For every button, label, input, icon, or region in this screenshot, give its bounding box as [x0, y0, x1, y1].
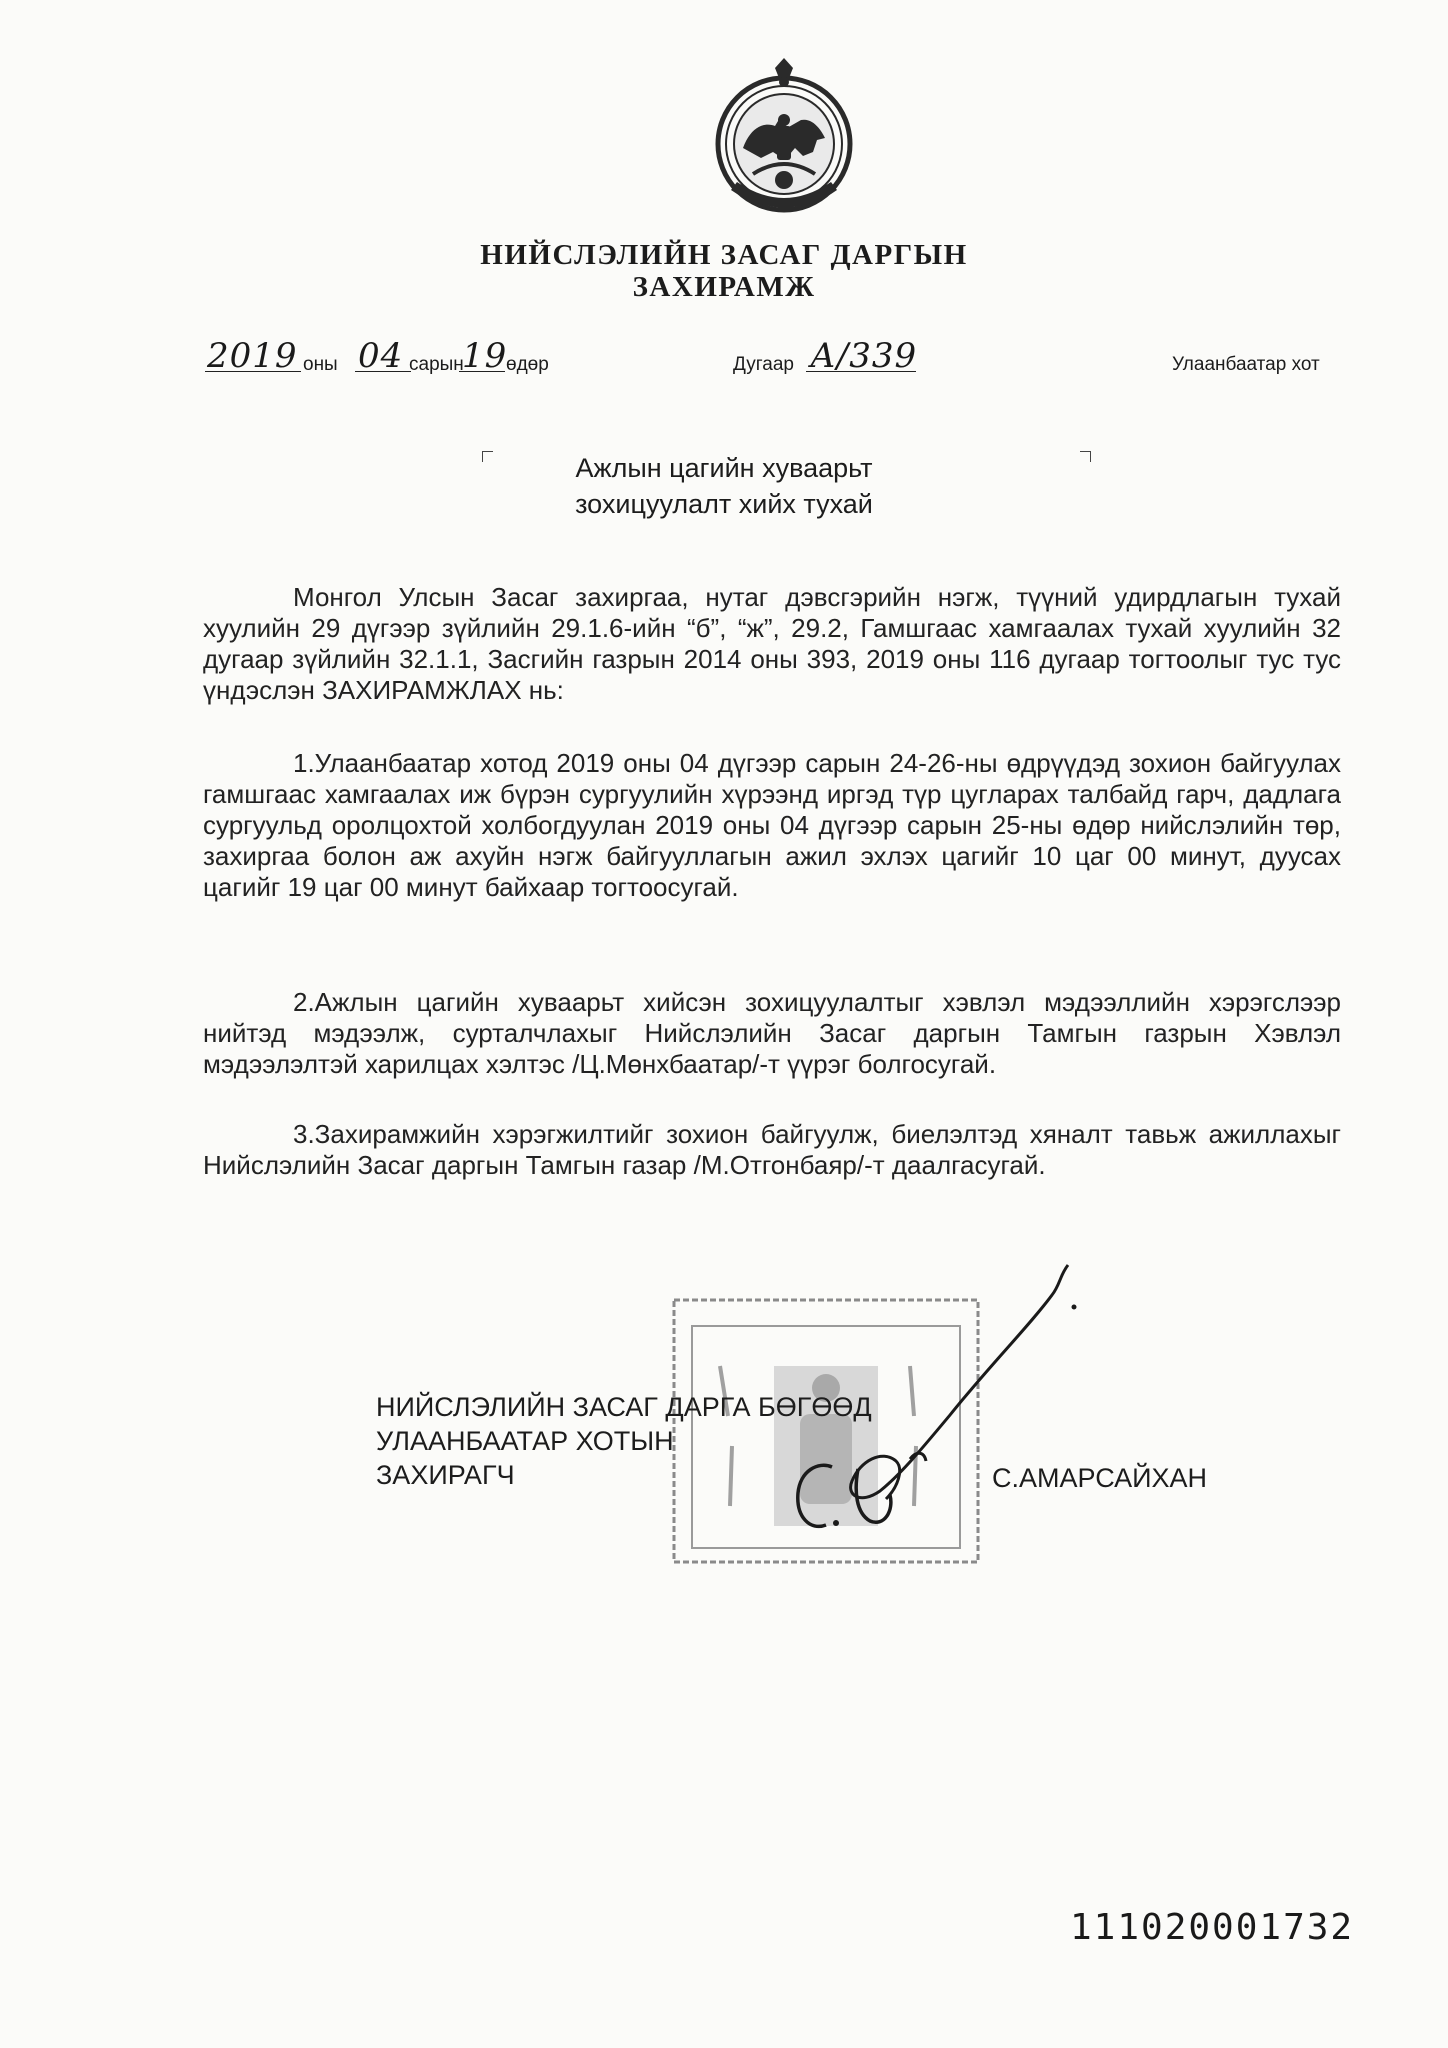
day-suffix: өдөр [506, 354, 549, 375]
handwritten-day: 19 [462, 336, 508, 376]
city: Улаанбаатар хот [1172, 354, 1320, 375]
month-suffix: сарын [409, 354, 464, 375]
handwritten-signature [760, 1255, 1090, 1585]
year-suffix: оны [303, 354, 338, 375]
signatory-title-line-1: НИЙСЛЭЛИЙН ЗАСАГ ДАРГА БӨГӨӨД [376, 1392, 872, 1422]
document-type-title: ЗАХИРАМЖ [632, 271, 816, 303]
handwritten-number: А/339 [810, 336, 918, 376]
order-item-2: 2.Ажлын цагийн хуваарьт хийсэн зохицуулалтыг хэвлэл мэдээллийн хэрэгслээр нийтэд мэдээлж, сурталчлахыг Нийслэлийн Засаг даргын Тамгын газрын Хэвлэл мэдээлэлтэй харилцах хэлтэс /Ц.Мөнхбаатар/-т үүрэг болгосугай. [203, 987, 1341, 1079]
handwritten-year: 2019 [207, 336, 298, 376]
preamble-paragraph: Монгол Улсын Засаг захиргаа, нутаг дэвсгэрийн нэгж, түүний удирдлагын тухай хуулийн 29 дүгээр зүйлийн 29.1.6-ийн “б”, “ж”, 29.2, Гамшгаас хамгаалах тухай хуулийн 32 дугаар зүйлийн 32.1.1, Засгийн газрын 2014 оны 393, 2019 оны 116 дугаар тогтоолыг тус тус үндэслэн ЗАХИРАМЖЛАХ нь: [203, 582, 1341, 705]
handwritten-month: 04 [358, 336, 404, 376]
subject-line-2: зохицуулалт хийх тухай [575, 489, 873, 519]
order-item-1: 1.Улаанбаатар хотод 2019 оны 04 дүгээр сарын 24-26-ны өдрүүдэд зохион байгуулах гамшгаас хамгаалах иж бүрэн сургуулийн хүрээнд иргэд түр цугларах талбайд гарч, дадлага сургуульд оролцохтой холбогдуулан 2019 оны 04 дүгээр сарын 25-ны өдөр нийслэлийн төр, захиргаа болон аж ахуйн нэгж байгууллагын ажил эхлэх цагийг 10 цаг 00 минут, дуусах цагийг 19 цаг 00 минут байхаар тогтоосугай. [203, 748, 1341, 902]
signatory-name: С.АМАРСАЙХАН [992, 1463, 1208, 1493]
number-label: Дугаар [733, 354, 794, 375]
signatory-title-line-2: УЛААНБААТАР ХОТЫН [376, 1426, 674, 1456]
subject-line-1: Ажлын цагийн хуваарьт [575, 453, 873, 483]
serial-number: 111020001732 [1070, 1907, 1355, 1948]
issuer-title: НИЙСЛЭЛИЙН ЗАСАГ ДАРГЫН [480, 239, 968, 271]
order-item-3: 3.Захирамжийн хэрэгжилтийг зохион байгуулж, биелэлтэд хяналт тавьж ажиллахыг Нийслэлийн Засаг даргын Тамгын газар /М.Отгонбаяр/-т даалгасугай. [203, 1119, 1341, 1180]
state-emblem-icon [703, 56, 865, 218]
date-line [0, 336, 1448, 380]
signatory-title-line-3: ЗАХИРАГЧ [376, 1460, 515, 1490]
